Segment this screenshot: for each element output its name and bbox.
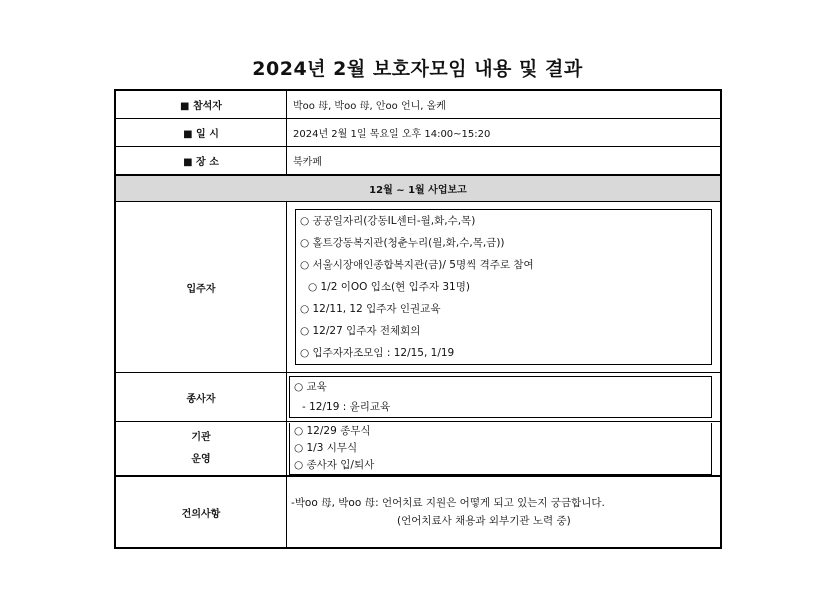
- attendees-value: 박oo 母, 박oo 母, 안oo 언니, 올케: [287, 90, 722, 119]
- org-list: [289, 423, 712, 475]
- org-cell: [287, 422, 722, 477]
- staff-label: 종사자: [115, 373, 287, 422]
- staff-row: [115, 373, 721, 422]
- suggestion-label: 건의사항: [115, 476, 287, 548]
- resident-row: [115, 202, 721, 373]
- resident-list: [295, 209, 712, 365]
- datetime-label: ■ 일 시: [115, 119, 287, 147]
- datetime-value: 2024년 2월 1일 목요일 오후 14:00~15:20: [287, 119, 722, 147]
- attendees-row: [115, 90, 721, 119]
- org-label-line1: 기관: [191, 431, 211, 443]
- list-item: ○ 종사자 입/퇴사: [294, 458, 375, 471]
- list-item: ○ 12/11, 12 입주자 인권교육: [300, 303, 441, 315]
- section-header-row: [115, 175, 721, 202]
- list-item: - 12/19 : 윤리교육: [302, 401, 391, 413]
- list-item: ○ 입주자자조모임 : 12/15, 1/19: [300, 347, 455, 359]
- place-row: [115, 147, 721, 176]
- suggestion-cell: [287, 476, 722, 548]
- meeting-table: [114, 89, 722, 549]
- list-item: ○ 12/29 종무식: [294, 424, 371, 437]
- suggestion-text: -박oo 母, 박oo 母: 언어치료 지원은 어떻게 되고 있는지 궁금합니다.: [291, 497, 605, 509]
- datetime-row: [115, 119, 721, 147]
- place-label: ■ 장 소: [115, 147, 287, 176]
- staff-list: [289, 376, 712, 418]
- list-item: ○ 12/27 입주자 전체회의: [300, 325, 421, 337]
- staff-cell: [287, 373, 722, 422]
- list-item: ○ 홀트강동복지관(청춘누리(월,화,수,목,금)): [300, 237, 505, 249]
- org-label: [115, 422, 287, 477]
- list-item: ○ 교육: [294, 381, 327, 393]
- section-header: 12월 ~ 1월 사업보고: [115, 175, 721, 202]
- document-title: 2024년 2월 보호자모임 내용 및 결과: [252, 58, 583, 80]
- resident-label: 입주자: [115, 202, 287, 373]
- org-row: [115, 422, 721, 477]
- attendees-label: ■ 참석자: [115, 90, 287, 119]
- resident-cell: [287, 202, 722, 373]
- list-item: ○ 1/2 이OO 입소(현 입주자 31명): [308, 281, 470, 293]
- org-label-line2: 운영: [191, 453, 211, 465]
- suggestion-response: (언어치료사 채용과 외부기관 노력 중): [397, 515, 571, 527]
- place-value: 북카페: [287, 147, 722, 176]
- suggestion-row: [115, 476, 721, 548]
- list-item: ○ 서울시장애인종합복지관(금)/ 5명씩 격주로 참여: [300, 259, 534, 271]
- list-item: ○ 1/3 시무식: [294, 441, 358, 454]
- list-item: ○ 공공일자리(강동IL센터-월,화,수,목): [300, 215, 476, 227]
